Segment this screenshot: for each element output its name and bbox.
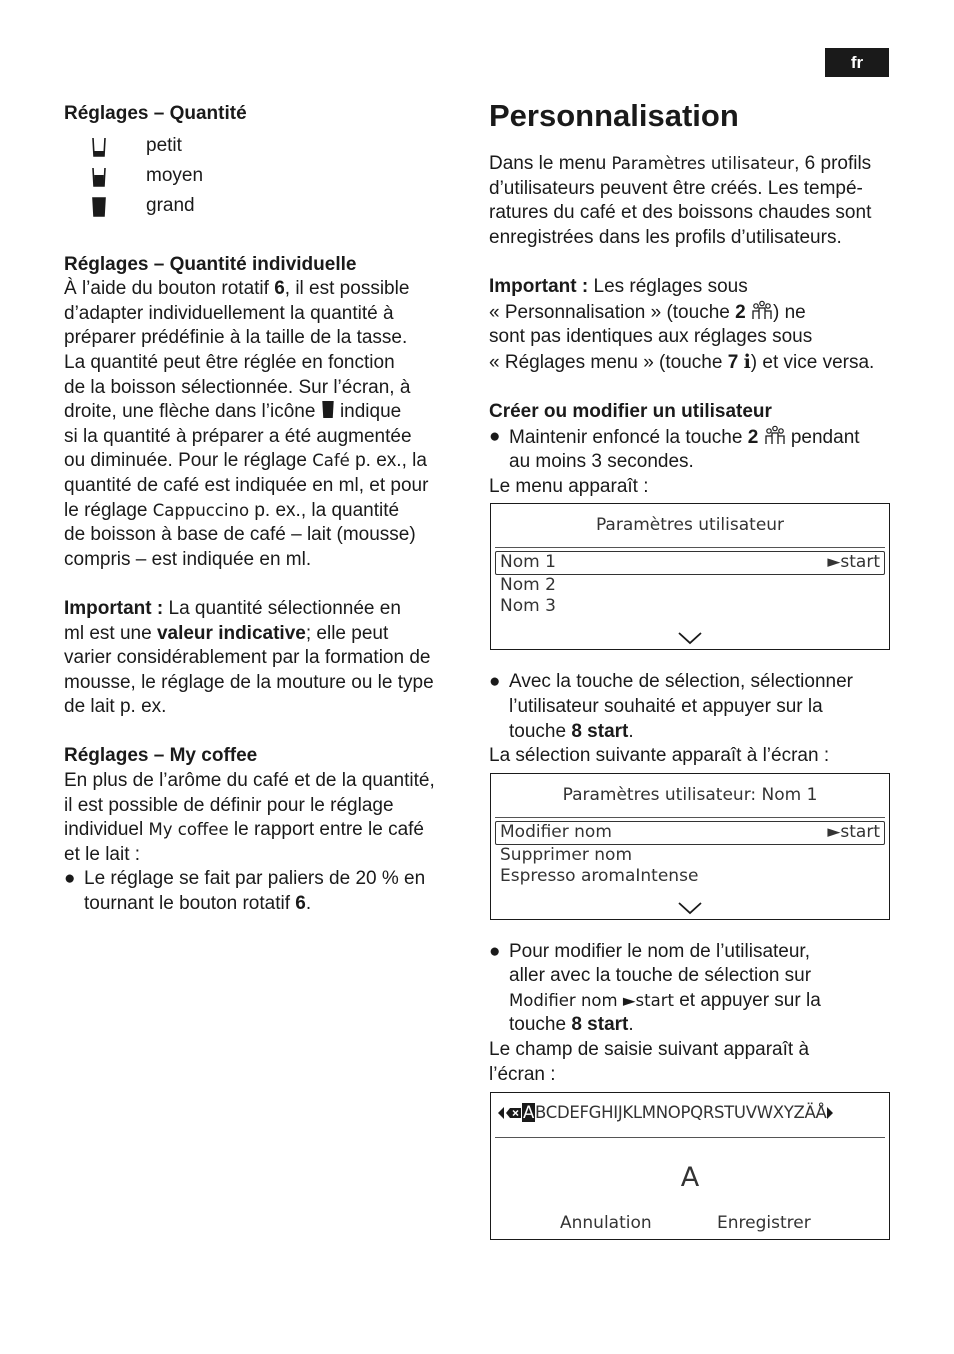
paragraph-line: d’utilisateurs peuvent être créés. Les tempé- [489, 177, 863, 199]
paragraph-line: enregistrées dans les profils d’utilisateurs. [489, 226, 842, 248]
paragraph-line: mousse, le réglage de la mouture ou le type [64, 671, 434, 693]
paragraph-line: compris – est indiquée en ml. [64, 548, 312, 570]
bullet-dot-icon: ● [489, 425, 501, 447]
paragraph-line: préparer prédéfinie à la taille de la tasse. [64, 327, 408, 349]
chevron-down-icon[interactable] [677, 631, 703, 646]
paragraph-line: ou diminuée. Pour le réglage Café p. ex., la [64, 450, 427, 472]
paragraph-line: d’adapter individuellement la quantité à [64, 302, 394, 324]
paragraph-line: individuel My coffee le rapport entre le café [64, 819, 425, 841]
paragraph-line: droite, une flèche dans l’icône indique [64, 401, 402, 423]
arrow-left-icon[interactable] [497, 1106, 505, 1120]
paragraph-line: La sélection suivante apparaît à l’écran : [489, 745, 830, 767]
paragraph-line: Dans le menu Paramètres utilisateur, 6 profils [489, 153, 872, 174]
cup-small-icon [92, 137, 106, 157]
menu-item-supprimer-nom[interactable]: Supprimer nom [500, 844, 633, 865]
left-column [64, 102, 469, 917]
info-icon: i [743, 350, 751, 373]
paragraph-line: si la quantité à préparer a été augmentée [64, 425, 412, 447]
size-large [64, 192, 469, 222]
paragraph-line: ml est une valeur indicative; elle peut [64, 622, 389, 644]
menu-item-espresso-aroma[interactable]: Espresso aromaIntense [500, 866, 699, 886]
bullet-item: ● Pour modifier le nom de l’utilisateur, aller avec la touche de sélection sur Modifier nom ►start et appuyer sur la touche 8 start. [489, 940, 821, 1036]
cup-medium-icon [92, 167, 106, 187]
language-tab: fr [825, 48, 889, 77]
important-note: Important : Les réglages sous [489, 275, 748, 297]
chevron-down-icon[interactable] [677, 901, 703, 916]
heading-creer-utilisateur: Créer ou modifier un utilisateur [489, 400, 772, 422]
size-large-label: grand [146, 195, 195, 217]
screen-title: Paramètres utilisateur [595, 515, 785, 535]
paragraph-line: et le lait : [64, 843, 141, 865]
paragraph-line: de boisson à base de café – lait (mousse) [64, 524, 416, 546]
selected-character[interactable]: A [523, 1103, 534, 1122]
cup-large-icon [92, 197, 106, 217]
save-button[interactable]: Enregistrer [717, 1213, 811, 1233]
screen-divider [495, 817, 885, 818]
paragraph-line: il est possible de définir pour le réglage [64, 794, 394, 816]
paragraph-line: ratures du café et des boissons chaudes sont [489, 202, 872, 224]
bullet-item: ● Le réglage se fait par paliers de 20 % en tournant le bouton rotatif 6. [64, 868, 426, 915]
bullet-dot-icon: ● [489, 940, 501, 962]
size-medium-label: moyen [146, 165, 204, 187]
bullet-dot-icon: ● [64, 868, 76, 890]
display-user-nom-1 [490, 773, 890, 920]
paragraph-line: La quantité peut être réglée en fonction [64, 351, 395, 373]
cup-size-list [64, 132, 469, 222]
page-title: Personnalisation [489, 98, 739, 133]
screen-divider [495, 1137, 885, 1138]
menu-item-nom-3[interactable]: Nom 3 [500, 596, 556, 616]
menu-item-modifier-nom[interactable]: Modifier nom ►start [495, 821, 885, 845]
size-small-label: petit [146, 135, 182, 157]
cup-full-icon [321, 400, 335, 419]
bullet-item: ● Avec la touche de sélection, sélectionner l’utilisateur souhaité et appuyer sur la touche 8 start. [489, 671, 853, 742]
display-name-input [490, 1092, 890, 1240]
size-small [64, 132, 469, 162]
cancel-button[interactable]: Annulation [560, 1213, 652, 1233]
paragraph-line: l’écran : [489, 1063, 556, 1085]
user-profiles-icon [751, 300, 773, 320]
screen-divider [495, 547, 885, 548]
paragraph-line: À l’aide du bouton rotatif 6, il est possible [64, 278, 410, 300]
delete-icon[interactable] [505, 1106, 522, 1120]
paragraph-line: de lait p. ex. [64, 696, 167, 718]
important-note: Important : La quantité sélectionnée en [64, 597, 401, 619]
paragraph-line: En plus de l’arôme du café et de la quantité, [64, 770, 435, 792]
start-action: ►start [827, 822, 880, 842]
start-action: ►start [827, 552, 880, 572]
menu-item-nom-1[interactable]: Nom 1 ►start [495, 551, 885, 575]
character-selector[interactable] [491, 1093, 889, 1133]
paragraph-line: Le champ de saisie suivant apparaît à [489, 1039, 810, 1061]
paragraph-line: varier considérablement par la formation de [64, 647, 431, 669]
heading-quantite-individuelle: Réglages – Quantité individuelle [64, 253, 357, 275]
display-user-settings [490, 503, 890, 650]
paragraph-line: « Personnalisation » (touche 2 ) ne [489, 301, 806, 323]
size-medium [64, 162, 469, 192]
menu-item-nom-2[interactable]: Nom 2 [500, 574, 556, 595]
screen-title: Paramètres utilisateur: Nom 1 [562, 785, 818, 805]
paragraph-line: sont pas identiques aux réglages sous [489, 326, 813, 348]
arrow-right-icon[interactable] [826, 1106, 834, 1120]
paragraph-line: de la boisson sélectionnée. Sur l’écran, à [64, 376, 411, 398]
alphabet-row[interactable]: BCDEFGHIJKLMNOPQRSTUVWXYZÄÅ [535, 1103, 827, 1122]
paragraph-line: Le menu apparaît : [489, 475, 649, 497]
paragraph-line: le réglage Cappuccino p. ex., la quantité [64, 499, 400, 521]
current-letter: A [680, 1162, 700, 1193]
bullet-item: ● Maintenir enfoncé la touche 2 pendant au moins 3 secondes. [489, 425, 860, 473]
paragraph-line: quantité de café est indiquée en ml, et pour [64, 474, 429, 496]
heading-quantite: Réglages – Quantité [64, 103, 247, 124]
paragraph-line: « Réglages menu » (touche 7 i) et vice versa. [489, 350, 875, 373]
bullet-dot-icon: ● [489, 671, 501, 693]
heading-my-coffee: Réglages – My coffee [64, 745, 258, 767]
user-profiles-icon [764, 425, 786, 445]
